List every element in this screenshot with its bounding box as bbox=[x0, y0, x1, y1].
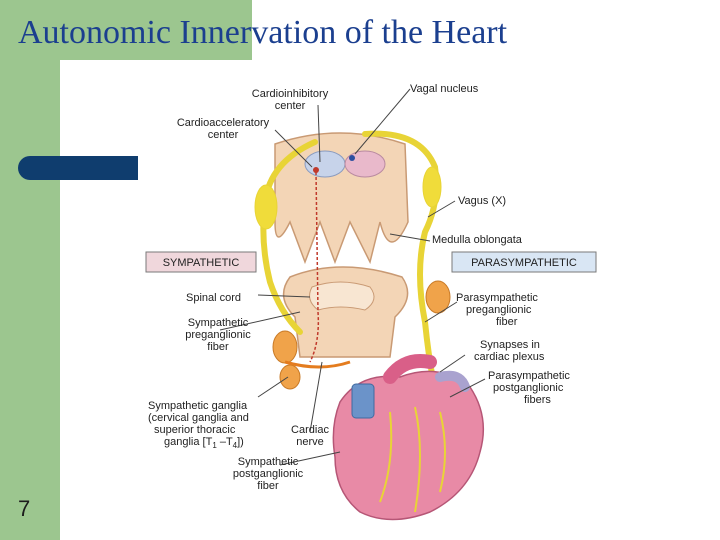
label-cardioacceleratory-center: center bbox=[207, 129, 239, 141]
label-symp-post-3: fiber bbox=[257, 480, 279, 492]
label-cardioinhibitory-center: center bbox=[274, 100, 306, 112]
label-symp-ganglia-2: (cervical ganglia and bbox=[148, 412, 249, 424]
heart-innervation-diagram bbox=[140, 72, 620, 532]
ganglia-close: ]) bbox=[237, 436, 244, 448]
ganglia-dash: –T bbox=[216, 436, 233, 448]
label-para-post-2: postganglionic bbox=[493, 382, 564, 394]
label-symp-pre-2: preganglionic bbox=[185, 329, 251, 341]
label-symp-pre-1: Sympathetic bbox=[187, 317, 249, 329]
ganglia-subscript-1: 1 bbox=[212, 441, 217, 450]
label-para-post-3: fibers bbox=[524, 394, 551, 406]
label-symp-pre-3: fiber bbox=[207, 341, 229, 353]
label-symp-ganglia-3: superior thoracic bbox=[154, 424, 236, 436]
label-symp-ganglia-1: Sympathetic ganglia bbox=[148, 400, 248, 412]
label-cardiac-nerve-2: nerve bbox=[296, 436, 324, 448]
label-symp-ganglia-4 bbox=[164, 436, 244, 450]
spinal-cord-illustration bbox=[284, 267, 408, 357]
label-symp-post-2: postganglionic bbox=[232, 468, 304, 480]
heart-illustration bbox=[333, 361, 483, 520]
blue-accent-bar bbox=[18, 156, 138, 180]
ganglia-text: ganglia [T bbox=[164, 436, 213, 448]
green-side-band bbox=[0, 0, 60, 540]
label-synapses-2: cardiac plexus bbox=[474, 351, 545, 363]
page-number: 7 bbox=[18, 496, 31, 521]
label-cardiac-nerve-1: Cardiac bbox=[291, 424, 329, 436]
sympathetic-banner-label: SYMPATHETIC bbox=[162, 257, 240, 269]
label-para-post-1: Parasympathetic bbox=[488, 370, 570, 382]
label-para-pre-3: fiber bbox=[496, 316, 518, 328]
label-symp-post-1: Sympathetic bbox=[237, 456, 299, 468]
label-cardioacceleratory: Cardioacceleratory bbox=[176, 117, 270, 129]
label-para-pre-1: Parasympathetic bbox=[456, 292, 538, 304]
label-synapses-1: Synapses in bbox=[480, 339, 540, 351]
ganglia-subscript-4: 4 bbox=[232, 441, 238, 450]
label-vagal-nucleus: Vagal nucleus bbox=[410, 83, 479, 95]
label-spinal-cord: Spinal cord bbox=[186, 292, 242, 304]
slide-title: Autonomic Innervation of the Heart bbox=[18, 14, 508, 51]
parasympathetic-banner-label: PARASYMPATHETIC bbox=[471, 257, 577, 269]
label-para-pre-2: preganglionic bbox=[466, 304, 532, 316]
label-vagus: Vagus (X) bbox=[458, 195, 507, 207]
label-medulla: Medulla oblongata bbox=[432, 234, 522, 246]
label-cardioinhibitory: Cardioinhibitory bbox=[251, 88, 329, 100]
